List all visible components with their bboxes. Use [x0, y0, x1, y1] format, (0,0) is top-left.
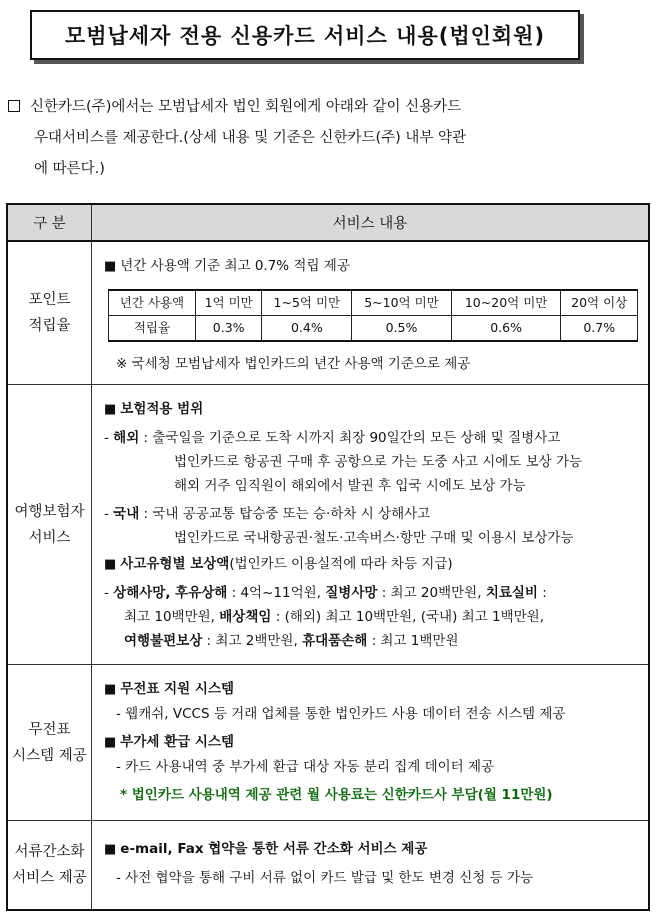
rate-header-cell: 20억 이상: [561, 290, 638, 316]
header-content: 서비스 내용: [92, 204, 650, 241]
docs-head: ■ e-mail, Fax 협약을 통한 서류 간소화 서비스 제공: [104, 841, 428, 857]
black-square-icon: ■: [104, 735, 117, 750]
travel-comp-line-1: - 상해사망, 후유상해 : 4억~11억원, 질병사망 : 최고 20백만원, 치료실비 :: [104, 585, 547, 601]
rate-value-row: [109, 316, 638, 342]
row-docs: [7, 821, 649, 911]
travel-comp-head: ■ 사고유형별 보상액(법인카드 이용실적에 따라 차등 지급): [104, 556, 453, 572]
service-table: [6, 203, 650, 911]
black-square-icon: ■: [104, 682, 117, 697]
travel-domestic-line-2: 법인카드로 국내항공권·철도·고속버스·항만 구매 및 이용시 보상가능: [174, 530, 574, 546]
table-header-row: [7, 204, 649, 241]
travel-overseas-line-3: 해외 거주 임직원이 해외에서 발권 후 입국 시에도 보상 가능: [174, 478, 526, 494]
rate-header-cell: 5~10억 미만: [352, 290, 452, 316]
rate-header-cell: 10~20억 미만: [451, 290, 561, 316]
travel-scope-head: ■ 보험적용 범위: [104, 401, 204, 417]
intro-paragraph: [8, 92, 628, 185]
category-voucher: 무전표 시스템 제공: [7, 665, 92, 821]
checkbox-square-icon: [8, 100, 20, 112]
voucher-line-2: - 카드 사용내역 중 부가세 환급 대상 자동 분리 집계 데이터 제공: [116, 759, 495, 775]
rate-value-cell: 0.3%: [195, 316, 262, 342]
rate-header-cell: 년간 사용액: [109, 290, 196, 316]
row-points: [7, 241, 649, 385]
black-square-icon: ■: [104, 557, 117, 572]
voucher-head-1: ■ 무전표 지원 시스템: [104, 681, 235, 697]
rate-header-row: [109, 290, 638, 316]
rate-header-cell: 1~5억 미만: [262, 290, 352, 316]
black-square-icon: ■: [104, 259, 117, 274]
intro-line-2: 우대서비스를 제공한다.(상세 내용 및 기준은 신한카드(주) 내부 약관: [34, 130, 467, 146]
voucher-line-1: - 웹캐쉬, VCCS 등 거래 업체를 통한 법인카드 사용 데이터 전송 시스템 제공: [116, 706, 566, 722]
intro-line-1: 신한카드(주)에서는 모범납세자 법인 회원에게 아래와 같이 신용카드: [8, 92, 628, 123]
header-category: 구 분: [7, 204, 92, 241]
page-title: 모범납세자 전용 신용카드 서비스 내용(법인회원): [30, 10, 580, 60]
rate-table: [108, 289, 638, 342]
category-travel: 여행보험자 서비스: [7, 385, 92, 665]
voucher-head-2: ■ 부가세 환급 시스템: [104, 734, 235, 750]
content-voucher: [92, 665, 650, 821]
intro-line-3: 에 따른다.): [34, 161, 105, 177]
row-voucher: [7, 665, 649, 821]
category-docs: 서류간소화 서비스 제공: [7, 821, 92, 911]
travel-overseas-line-2: 법인카드로 항공권 구매 후 공항으로 가는 도중 사고 시에도 보상 가능: [174, 454, 583, 470]
rate-value-cell: 0.4%: [262, 316, 352, 342]
docs-line: - 사전 협약을 통해 구비 서류 없이 카드 발급 및 한도 변경 신청 등 가능: [116, 870, 534, 886]
content-docs: [92, 821, 650, 911]
black-square-icon: ■: [104, 402, 117, 417]
black-square-icon: ■: [104, 842, 117, 857]
rate-header-cell: 1억 미만: [195, 290, 262, 316]
rate-value-cell: 0.6%: [451, 316, 561, 342]
voucher-fee-note: * 법인카드 사용내역 제공 관련 월 사용료는 신한카드사 부담(월 11만원): [120, 787, 553, 803]
travel-overseas-line-1: - 해외 : 출국일을 기준으로 도착 시까지 최장 90일간의 모든 상해 및 질병사고: [104, 430, 561, 446]
points-headline: ■ 년간 사용액 기준 최고 0.7% 적립 제공: [104, 258, 350, 274]
rate-label-cell: 적립율: [109, 316, 196, 342]
rate-value-cell: 0.5%: [352, 316, 452, 342]
row-travel: [7, 385, 649, 665]
content-travel: [92, 385, 650, 665]
travel-comp-line-3: 여행불편보상 : 최고 2백만원, 휴대품손해 : 최고 1백만원: [124, 633, 459, 649]
category-points: 포인트 적립율: [7, 241, 92, 385]
points-note: ※ 국세청 모범납세자 법인카드의 년간 사용액 기준으로 제공: [116, 356, 471, 372]
travel-domestic-line-1: - 국내 : 국내 공공교통 탑승중 또는 승·하차 시 상해사고: [104, 506, 431, 522]
rate-value-cell: 0.7%: [561, 316, 638, 342]
content-points: [92, 241, 650, 385]
travel-comp-line-2: 최고 10백만원, 배상책임 : (해외) 최고 10백만원, (국내) 최고 1백만원,: [124, 609, 545, 625]
